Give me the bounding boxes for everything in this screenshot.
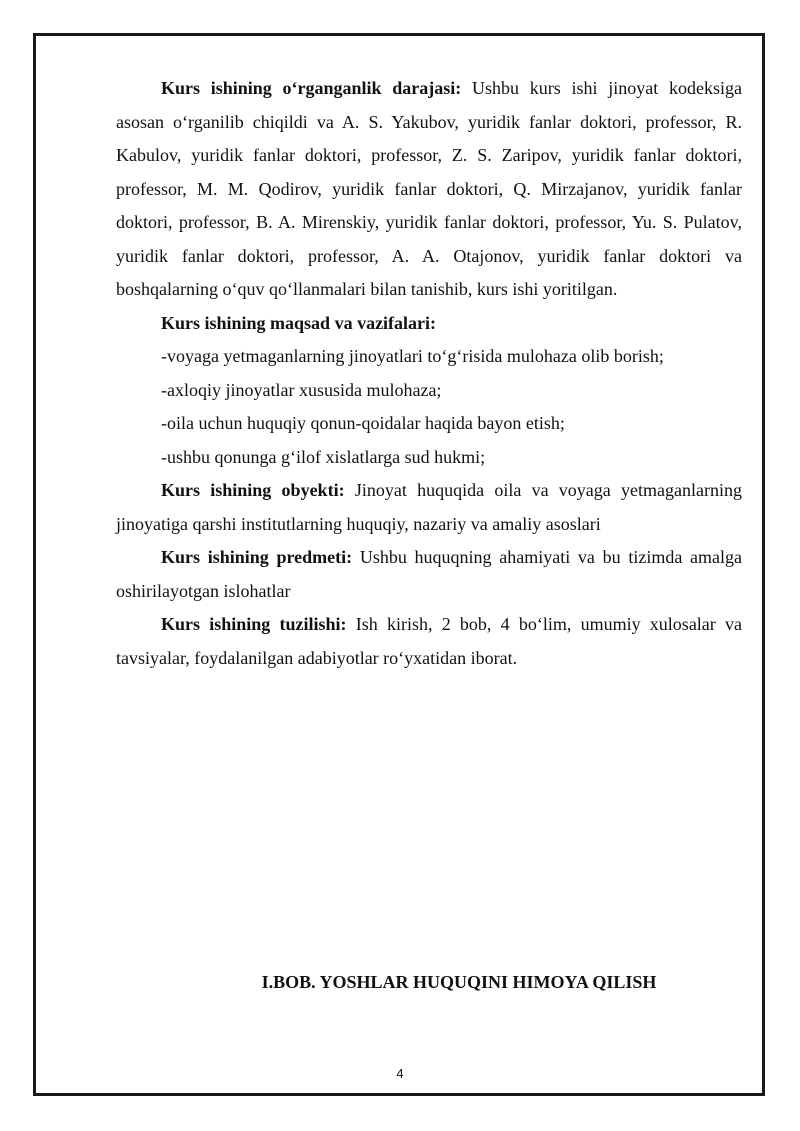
goals-item: -axloqiy jinoyatlar xususida mulohaza; [161, 379, 442, 400]
goals-item: -voyaga yetmaganlarning jinoyatlari to‘g‘risida mulohaza olib borish; [161, 346, 664, 366]
object-text: Jinoyat huquqida oila va voyaga yetmaganlarning jinoyatiga qarshi institutlarning huquqiy, nazariy va amaliy asoslari [116, 480, 742, 534]
object-label: Kurs ishining obyekti: [161, 480, 345, 500]
page-number: 4 [396, 1066, 404, 1081]
goals-item: -ushbu qonunga g‘ilof xislatlarga sud hukmi; [161, 446, 486, 467]
structure-paragraph [116, 608, 742, 675]
structure-text: Ish kirish, 2 bob, 4 bo‘lim, umumiy xulosalar va tavsiyalar, foydalanilgan adabiyotlar ro‘yxatidan iborat. [116, 614, 743, 668]
study-degree-paragraph [116, 72, 742, 307]
object-paragraph [116, 474, 742, 541]
goals-label: Kurs ishining maqsad va vazifalari: [161, 312, 437, 333]
document-body [116, 72, 742, 675]
study-degree-label: Kurs ishining o‘rganganlik darajasi: [161, 78, 462, 98]
goals-heading [116, 307, 742, 341]
subject-label: Kurs ishining predmeti: [161, 547, 353, 567]
structure-label: Kurs ishining tuzilishi: [161, 614, 347, 634]
subject-paragraph [116, 541, 742, 608]
chapter-heading: I.BOB. YOSHLAR HUQUQINI HIMOYA QILISH [261, 972, 657, 992]
study-degree-text: Ushbu kurs ishi jinoyat kodeksiga asosan o‘rganilib chiqildi va A. S. Yakubov, yuridik fanlar doktori, professor, R. Kabulov, yuridik fanlar doktori, professor, Z. S. Zaripov, yuridik fanlar doktori, professor, M. M. Qodirov, yuridik fanlar doktori, Q. Mirzajanov, yuridik fanlar doktori, professor, B. A. Mirenskiy, yuridik fanlar doktori, professor, Yu. S. Pulatov, yuridik fanlar doktori, professor, A. A. Otajonov, yuridik fanlar doktori va boshqalarning o‘quv qo‘llanmalari bilan tanishib, kurs ishi yoritilgan. [116, 78, 742, 299]
goals-item: -oila uchun huquqiy qonun-qoidalar haqida bayon etish; [161, 413, 565, 433]
subject-text: Ushbu huquqning ahamiyati va bu tizimda amalga oshirilayotgan islohatlar [116, 547, 743, 601]
